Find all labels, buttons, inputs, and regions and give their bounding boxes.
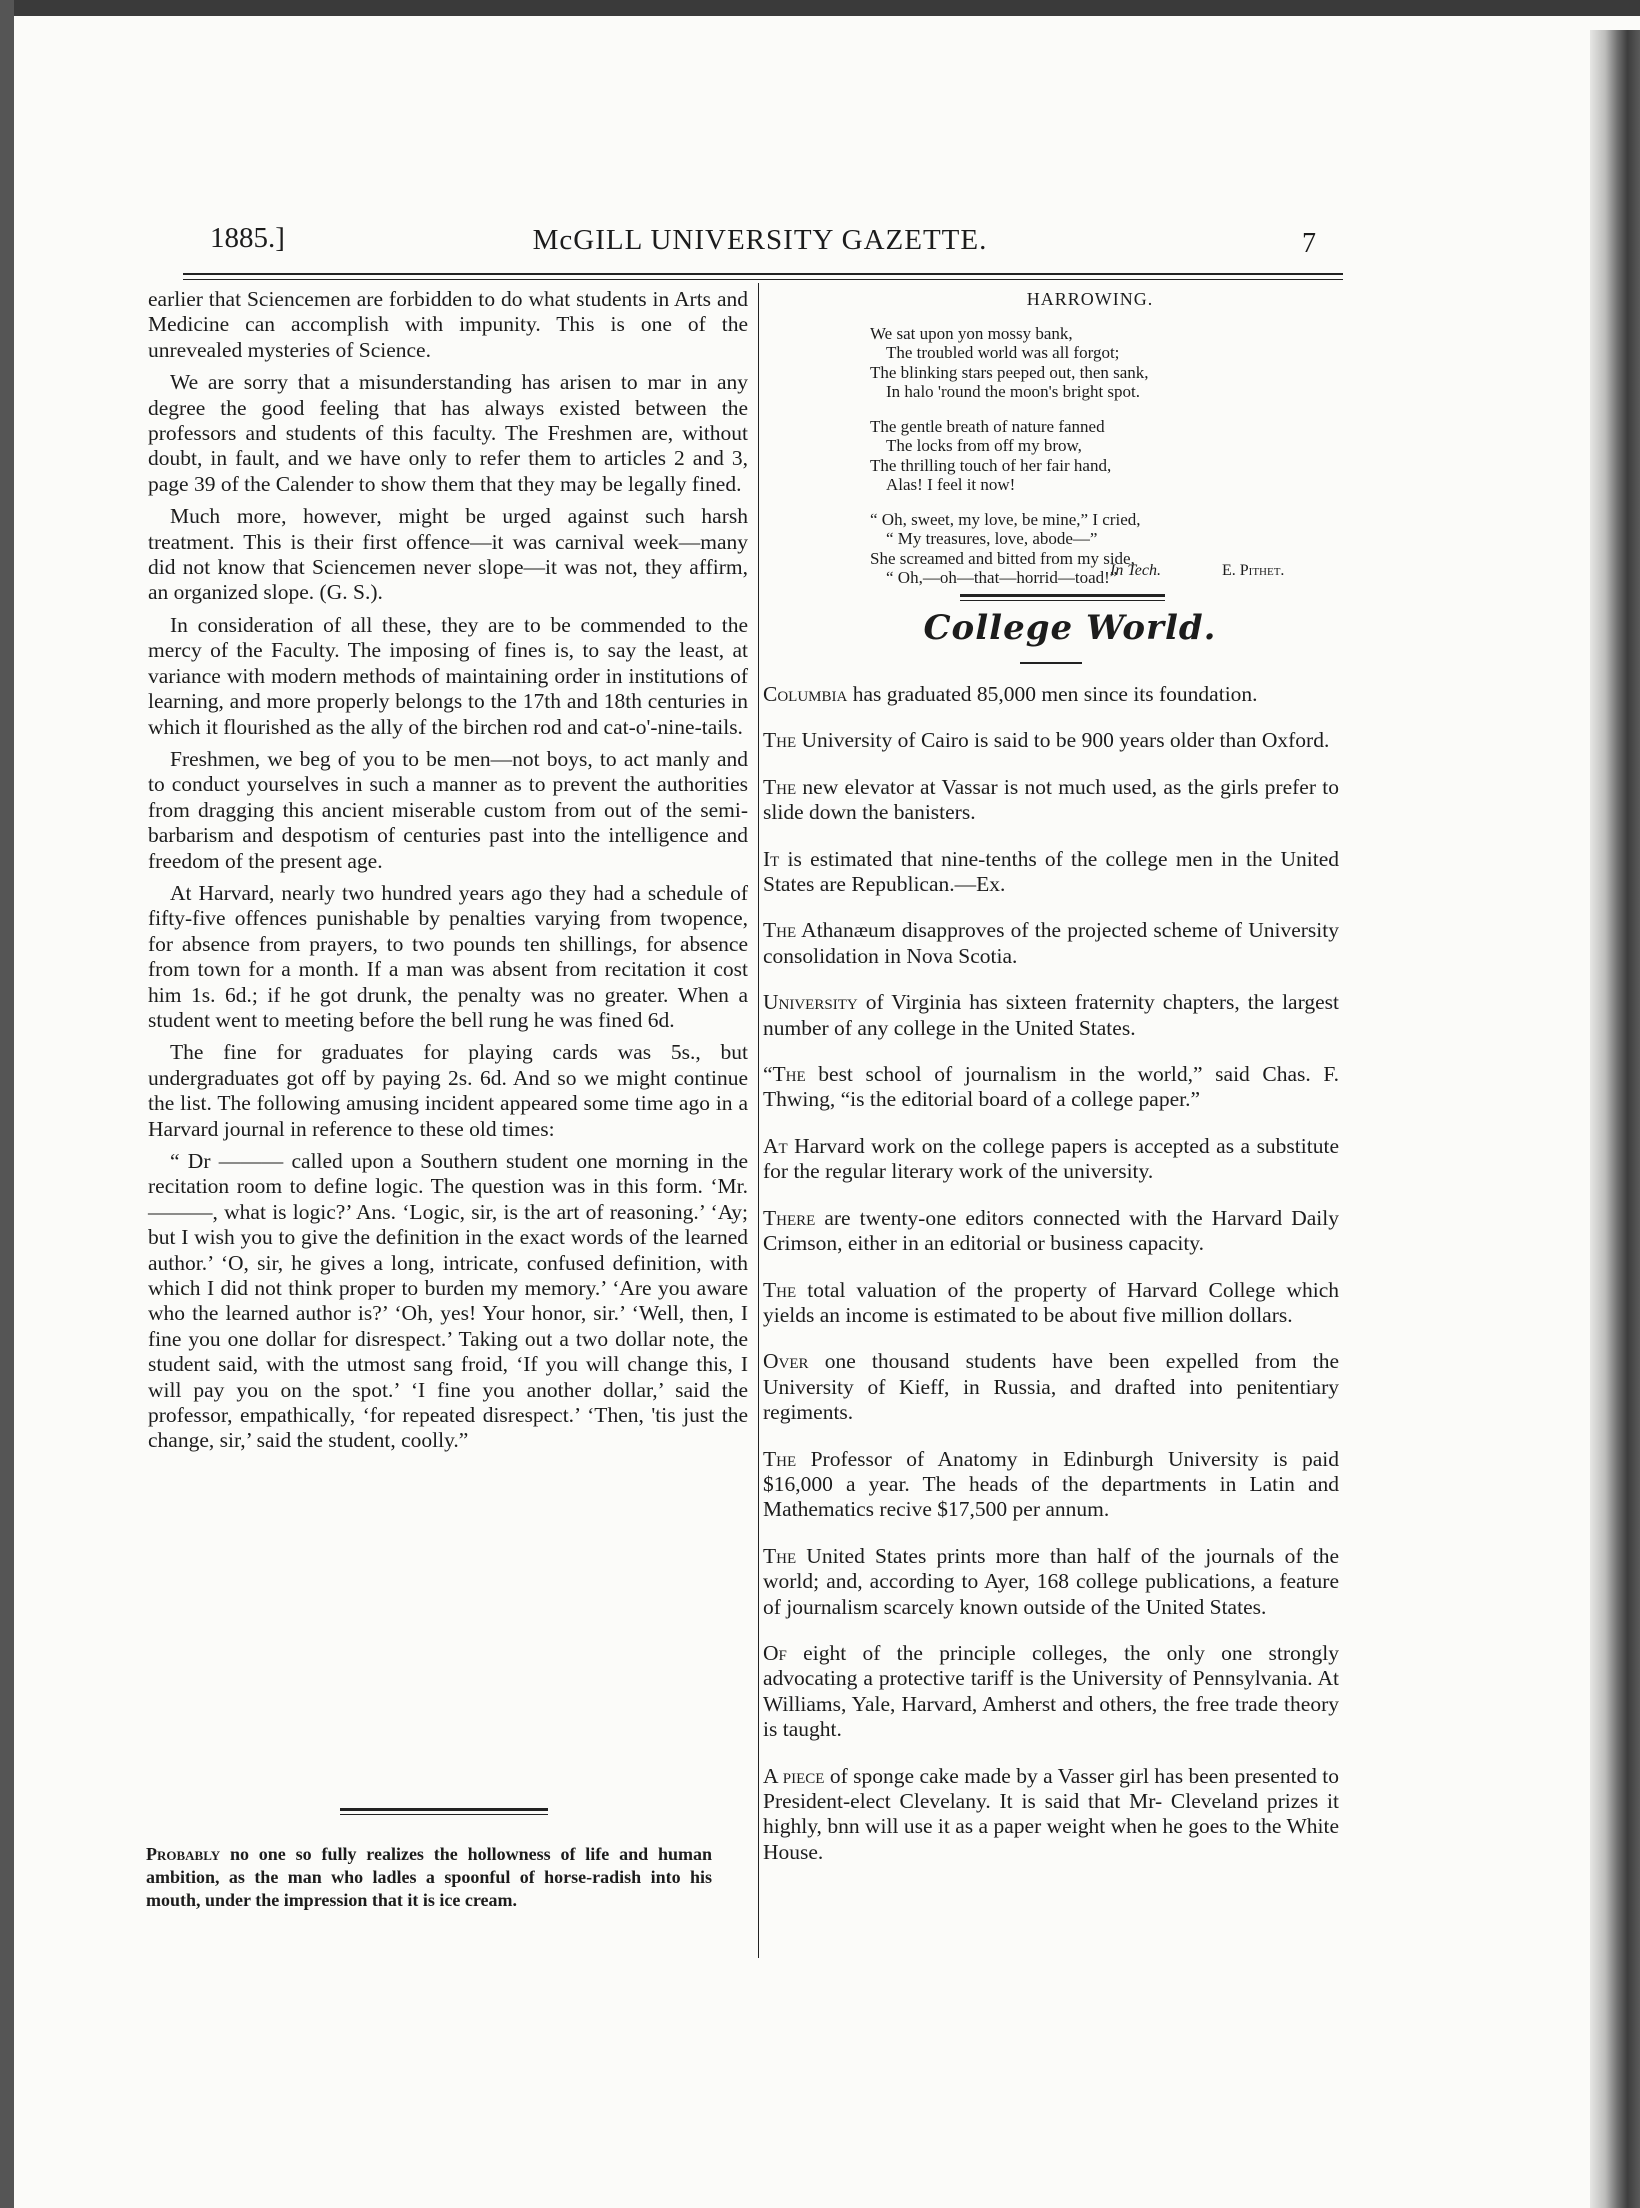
poem-source: In Tech.: [1110, 562, 1161, 579]
item-lead: The: [763, 728, 797, 753]
note-paragraph: [146, 1843, 712, 1919]
item-lead: The: [763, 1277, 797, 1302]
paragraph: Much more, however, might be urged against such harsh treatment. This is their first offence—it was carnival week—many did not know that Sciencemen never slope—it was not, they affirm, an organized slope. (G. S.).: [148, 504, 748, 605]
item-lead: There: [763, 1205, 816, 1230]
poem-line: The troubled world was all forgot;: [886, 343, 1120, 362]
news-item: The University of Cairo is said to be 900 years older than Oxford.: [763, 728, 1330, 753]
poem-line: In halo 'round the moon's bright spot.: [886, 382, 1141, 401]
scan-border-left: [0, 0, 14, 2208]
news-item: The total valuation of the property of Harvard College which yields an income is estimated to be about five million dollars.: [763, 1277, 1339, 1327]
poem-title: HARROWING.: [1026, 289, 1154, 309]
item-lead: It: [763, 846, 780, 871]
item-lead: The: [763, 774, 797, 799]
header-title: McGILL UNIVERSITY GAZETTE.: [532, 224, 988, 256]
poem-line: The blinking stars peeped out, then sank,: [870, 362, 1149, 382]
right-column: [763, 682, 1339, 1886]
book-spine-shadow: [1590, 30, 1640, 2208]
section-heading: College World.: [923, 608, 1217, 648]
header-year: 1885.]: [210, 222, 285, 254]
paragraph: “ Dr ——— called upon a Southern student one morning in the recitation room to define logic. The question was in this form. ‘Mr. ———, what is logic?’ Ans. ‘Logic, sir, is the art of reasoning.’ ‘Ay; but I wish you to give the definition in the exact words of the learned author.’ ‘O, sir, he gives a long, intricate, confused definition, with which I did not think proper to burden my memory.’ ‘Are you aware who the learned author is?’ ‘Oh, yes! Your honor, sir.’ ‘Well, then, I fine you one dollar for disrespect.’ Taking out a two dollar note, the student said, with the utmost sang froid, ‘If you will change this, I will pay you on the spot.’ ‘I fine you another dollar,’ said the professor, empathically, ‘for repeated disrespect.’ ‘Then, 'tis just the change, sir,’ said the student, coolly.”: [148, 1149, 748, 1453]
left-column: [148, 287, 748, 1461]
poem-line: “ My treasures, love, abode—”: [886, 529, 1098, 548]
item-lead: Over: [763, 1349, 809, 1374]
note-lead: Probably: [146, 1844, 221, 1864]
item-lead: The: [763, 1446, 797, 1471]
item-lead: University: [763, 990, 858, 1015]
poem-line: “ Oh, sweet, my love, be mine,” I cried,: [870, 509, 1141, 529]
poem-line: We sat upon yon mossy bank,: [870, 323, 1073, 343]
item-lead: At: [763, 1133, 788, 1158]
poem-line: The gentle breath of nature fanned: [870, 416, 1105, 436]
news-item: The Professor of Anatomy in Edinburgh University is paid $16,000 a year. The heads of the departments in Latin and Mathematics recive $17,500 per annum.: [763, 1446, 1339, 1522]
poem: [870, 290, 1320, 603]
news-item: The new elevator at Vassar is not much used, as the girls prefer to slide down the banisters.: [763, 774, 1339, 825]
item-lead: Columbia: [763, 682, 848, 706]
news-item: The United States prints more than half of the journals of the world; and, according to Ayer, 168 college publications, a feature of journalism scarcely known outside of the United States.: [763, 1543, 1339, 1619]
paragraph: The fine for graduates for playing cards was 5s., but undergraduates got off by paying 2s. 6d. And so we might continue the list. The following amusing incident appeared some time ago in a Harvard journal in reference to these old times:: [148, 1040, 748, 1141]
item-lead: A piece: [763, 1763, 825, 1788]
poem-stanza: [870, 324, 1320, 402]
page-number: 7: [1302, 228, 1316, 259]
poem-line: The locks from off my brow,: [886, 436, 1082, 455]
note-text: no one so fully realizes the hollowness of life and human ambition, as the man who ladles a spoonful of horse-radish into his mouth, under the impression that it is ice cream.: [146, 1844, 712, 1910]
poem-rule: [960, 594, 1165, 597]
poem-line: The thrilling touch of her fair hand,: [870, 455, 1112, 475]
header-rule-thick: [183, 273, 1343, 275]
news-item: The Athanæum disapproves of the projected scheme of University consolidation in Nova Scotia.: [763, 918, 1339, 968]
running-header: [210, 222, 1316, 262]
item-lead: The: [763, 918, 797, 943]
poem-attribution: [1110, 562, 1310, 580]
heading-rule: [1020, 662, 1082, 664]
news-item: Of eight of the principle colleges, the only one strongly advocating a protective tariff is the University of Pennsylvania. At Williams, Yale, Harvard, Amherst and others, the free trade theory is taught.: [763, 1640, 1339, 1742]
paragraph: We are sorry that a misunderstanding has arisen to mar in any degree the good feeling that has always existed between the professors and students of this faculty. The Freshmen are, without doubt, in fault, and we have only to refer them to articles 2 and 3, page 39 of the Calender to show them that they may be legally fined.: [148, 370, 748, 496]
poem-stanza: [870, 417, 1320, 495]
item-lead: The: [763, 1543, 797, 1568]
poem-line: “ Oh,—oh—that—horrid—toad!”: [886, 568, 1118, 587]
paragraph: At Harvard, nearly two hundred years ago they had a schedule of fifty-five offences punishable by penalties varying from twopence, for absence from prayers, to two pounds ten shillings, for absence from town for a month. If a man was absent from recitation it cost him 1s. 6d.; if he got drunk, the penalty was no greater. When a student went to meeting before the bell rung he was fined 6d.: [148, 880, 748, 1032]
poem-rule: [960, 600, 1165, 601]
news-item: It is estimated that nine-tenths of the college men in the United States are Republican.—Ex.: [763, 846, 1339, 897]
paragraph: Freshmen, we beg of you to be men—not boys, to act manly and to conduct yourselves in such a manner as to prevent the authorities from dragging this ancient miserable custom from out of the semi-barbarism and despotism of centuries past into the intelligence and freedom of the present age.: [148, 746, 748, 873]
poem-line: She screamed and bitted from my side,: [870, 548, 1135, 568]
poem-author: E. Pithet.: [1222, 562, 1285, 579]
item-lead: “The: [763, 1062, 806, 1087]
paragraph: earlier that Sciencemen are forbidden to do what students in Arts and Medicine can accomplish with impunity. This is one of the unrevealed mysteries of Science.: [148, 287, 748, 362]
section-rule: [340, 1814, 548, 1815]
news-item: Columbia has graduated 85,000 men since its foundation.: [763, 682, 1258, 706]
column-divider: [758, 283, 759, 1958]
news-item: There are twenty-one editors connected with the Harvard Daily Crimson, either in an editorial or business capacity.: [763, 1205, 1339, 1256]
news-item: Over one thousand students have been expelled from the University of Kieff, in Russia, and drafted into penitentiary regiments.: [763, 1349, 1339, 1425]
news-item: University of Virginia has sixteen fraternity chapters, the largest number of any college in the United States.: [763, 990, 1339, 1040]
scan-border-top: [0, 0, 1640, 16]
header-rule-thin: [183, 279, 1343, 280]
news-item: At Harvard work on the college papers is accepted as a substitute for the regular literary work of the university.: [763, 1133, 1339, 1184]
paragraph: In consideration of all these, they are to be commended to the mercy of the Faculty. The imposing of fines is, to say the least, at variance with modern methods of maintaining order in institutions of learning, and more properly belongs to the 17th and 18th centuries in which it flourished as the ally of the birchen rod and cat-o'-nine-tails.: [148, 612, 748, 739]
section-rule: [340, 1808, 548, 1811]
news-item: A piece of sponge cake made by a Vasser girl has been presented to President-elect Clevelany. It is said that Mr- Cleveland prizes it highly, bnn will use it as a paper weight when he goes to the White House.: [763, 1763, 1339, 1864]
news-item: “The best school of journalism in the world,” said Chas. F. Thwing, “is the editorial board of a college paper.”: [763, 1062, 1339, 1112]
item-lead: Of: [763, 1640, 787, 1665]
poem-line: Alas! I feel it now!: [886, 475, 1016, 494]
